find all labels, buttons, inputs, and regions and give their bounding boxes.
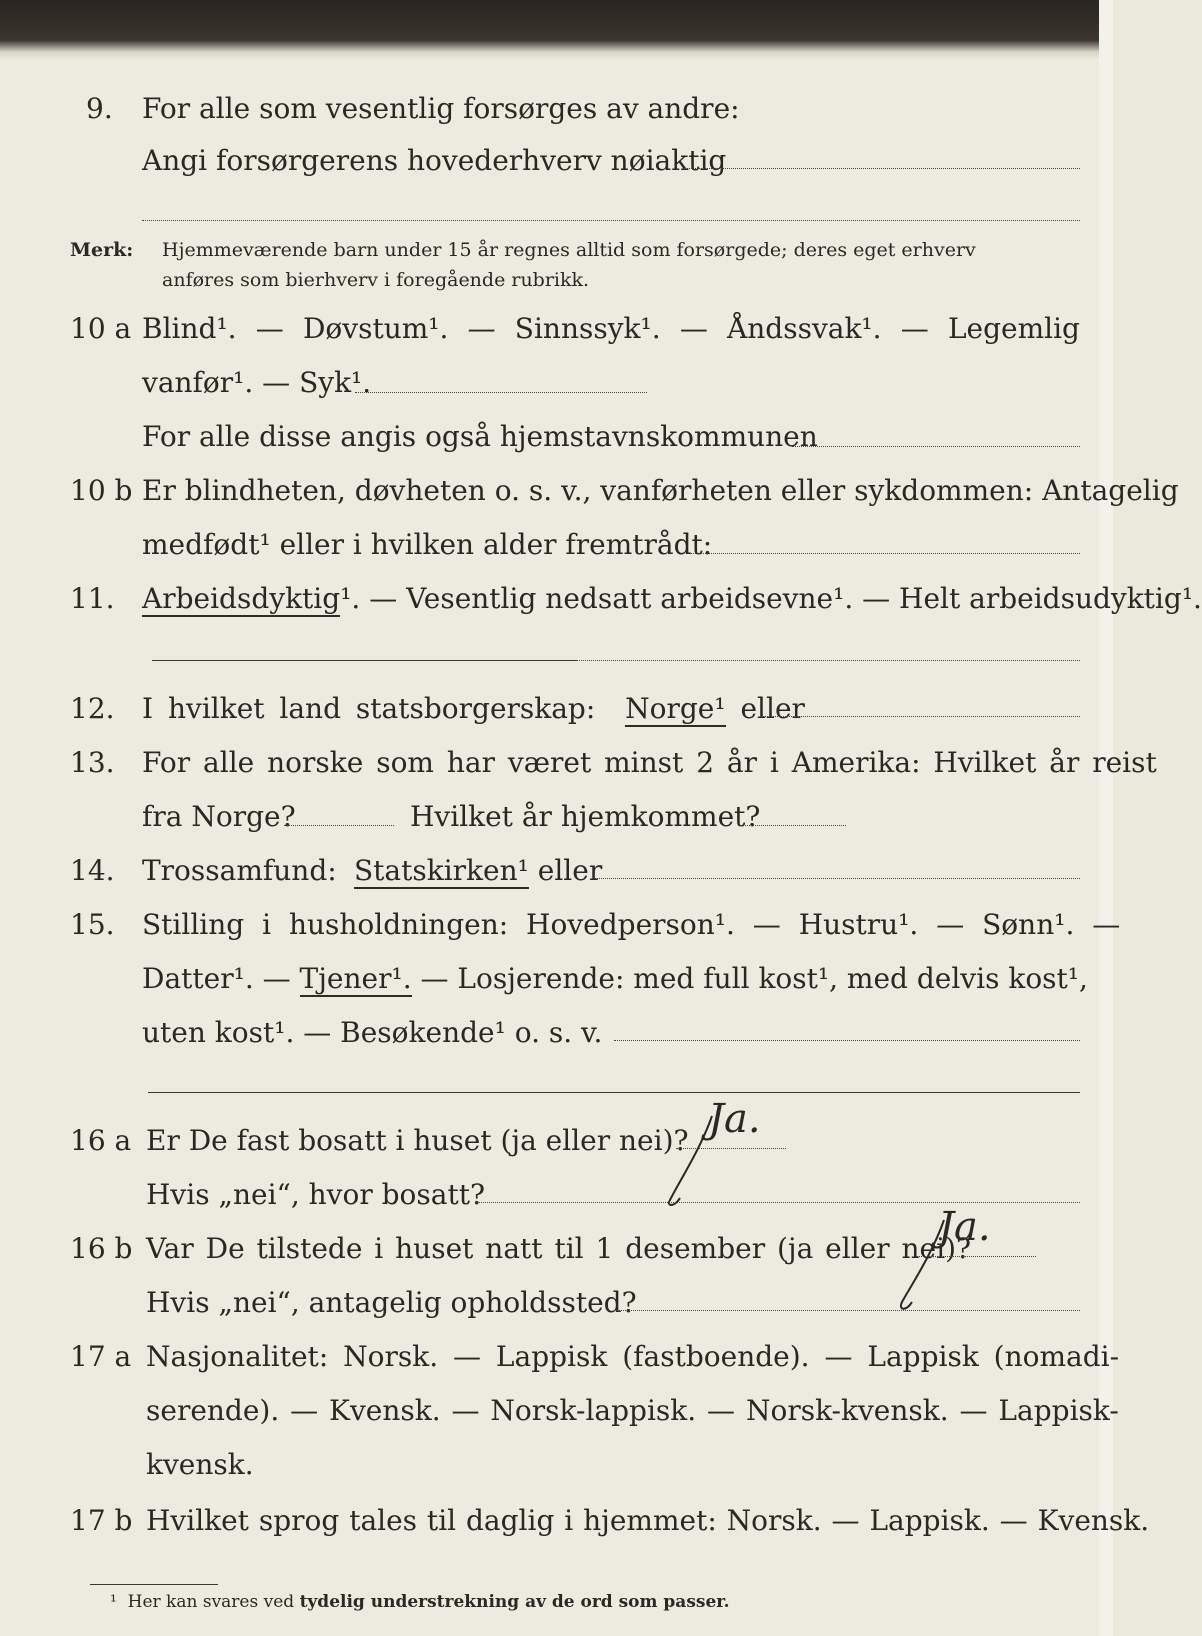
q16b-text-2: Hvis „nei“, antagelig opholdssted?: [146, 1286, 637, 1319]
q11-rest: ¹. — Vesentlig nedsatt arbeidsevne¹. — Helt arbeidsudyktig¹.: [340, 582, 1202, 615]
q9-answer-line-2[interactable]: [142, 220, 1080, 221]
q10a-dash: —: [255, 312, 284, 345]
q10a-opt-blind: Blind¹.: [142, 312, 237, 345]
q16b-handwriting-stroke: [890, 1214, 950, 1314]
q15-number: 15.: [70, 908, 115, 941]
q13-reist-label: fra Norge?: [142, 800, 296, 833]
q12-number: 12.: [70, 692, 115, 725]
q15-datter: Datter¹. —: [142, 962, 291, 995]
q13-text: For alle norske som har været minst 2 år i Amerika: Hvilket år reist: [142, 746, 1157, 779]
q9-text: For alle som vesentlig forsørges av andre:: [142, 92, 740, 125]
q14-text: [354, 854, 602, 888]
q16a-bosatt-line[interactable]: [476, 1202, 1080, 1203]
q17a-number: 17 a: [70, 1340, 132, 1373]
q15-tjener-underlined: Tjener¹.: [299, 962, 412, 995]
q14-eller: eller: [537, 854, 603, 887]
merk-label: Merk:: [70, 239, 134, 261]
q15-answer-line-2[interactable]: [148, 1092, 1080, 1093]
q11-text: [142, 582, 1202, 616]
q10a-dash: —: [679, 312, 708, 345]
q10a-dash: —: [467, 312, 496, 345]
footnote-mark: ¹: [110, 1592, 117, 1612]
q13-hjemkommet-line[interactable]: [738, 825, 846, 826]
q10a-hjemstavn-line[interactable]: [792, 446, 1080, 447]
q10a-answer-line[interactable]: [355, 392, 647, 393]
merk-text: Hjemmeværende barn under 15 år regnes alltid som forsørgede; deres eget erhverv: [162, 239, 976, 261]
footnote-bold-text: tydelig understrekning av de ord som passer.: [299, 1592, 730, 1612]
q16a-handwritten-answer: Ja.: [708, 1096, 761, 1142]
q16b-text: Var De tilstede i huset natt til 1 desember (ja eller nei)?: [146, 1232, 972, 1265]
q10b-text: Er blindheten, døvheten o. s. v., vanførheten eller sykdommen: Antagelig: [142, 474, 1179, 507]
q17b-number: 17 b: [70, 1504, 133, 1537]
q10a-number: 10 a: [70, 312, 132, 345]
q17a-text-3: kvensk.: [146, 1448, 254, 1481]
q14-label: Trossamfund:: [142, 854, 337, 887]
q9-answer-line[interactable]: [684, 168, 1080, 169]
q10a-dash: —: [900, 312, 929, 345]
q9-text-2: Angi forsørgerens hovederhverv nøiaktig: [142, 144, 727, 177]
q16a-text: Er De fast bosatt i huset (ja eller nei)?: [146, 1124, 689, 1157]
q15-text: Stilling i husholdningen: Hovedperson¹. — Hustru¹. — Sønn¹. —: [142, 908, 1121, 941]
q10a-opt-dovstum: Døvstum¹.: [302, 312, 449, 345]
q16a-text-2: Hvis „nei“, hvor bosatt?: [146, 1178, 485, 1211]
q13-reist-line[interactable]: [284, 825, 394, 826]
q11-number: 11.: [70, 582, 115, 615]
merk-text-2: anføres som bierhverv i foregående rubrikk.: [162, 269, 590, 291]
q10b-number: 10 b: [70, 474, 133, 507]
q11-answer-line-2[interactable]: [576, 660, 1080, 661]
q16b-handwritten-answer: Ja.: [938, 1204, 991, 1250]
q9-number: 9.: [86, 92, 113, 125]
q10a-opt-legemlig: Legemlig: [947, 312, 1080, 345]
q17a-text-2: serende). — Kvensk. — Norsk-lappisk. — Norsk-kvensk. — Lappisk-: [146, 1394, 1119, 1427]
q12-answer-line[interactable]: [760, 716, 1080, 717]
q12-norge-underlined: Norge¹: [625, 692, 726, 725]
q17b-text: Hvilket sprog tales til daglig i hjemmet: Norsk. — Lappisk. — Kvensk.: [146, 1504, 1150, 1537]
q15-text-2: [142, 962, 1088, 996]
q16a-number: 16 a: [70, 1124, 132, 1157]
q10a-text-3: For alle disse angis også hjemstavnskommunen: [142, 420, 818, 453]
q11-arbeidsdyktig-underlined: Arbeidsdyktig: [142, 582, 341, 615]
footnote-text: Her kan svares ved: [127, 1592, 295, 1612]
q10a-text-2: vanfør¹. — Syk¹.: [142, 366, 372, 399]
q16a-handwriting-stroke: [660, 1110, 720, 1210]
q13-number: 13.: [70, 746, 115, 779]
q15-text-3: uten kost¹. — Besøkende¹ o. s. v.: [142, 1016, 603, 1049]
q17a-text: Nasjonalitet: Norsk. — Lappisk (fastboende). — Lappisk (nomadi-: [146, 1340, 1120, 1373]
page-edge: [1099, 0, 1113, 1636]
q12-text: [142, 692, 805, 726]
q16b-number: 16 b: [70, 1232, 133, 1265]
q13-hjemkommet-label: Hvilket år hjemkommet?: [410, 800, 761, 833]
q10a-opt-andssvak: Åndssvak¹.: [727, 312, 882, 345]
q14-statskirken-underlined: Statskirken¹: [354, 854, 529, 887]
q12-eller: eller: [740, 692, 805, 725]
q10a-opt-sinnssyk: Sinnssyk¹.: [514, 312, 661, 345]
q15-losjerende: — Losjerende: med full kost¹, med delvis kost¹,: [420, 962, 1088, 995]
q10a-options: [142, 312, 1080, 346]
footnote: [110, 1592, 730, 1612]
q14-number: 14.: [70, 854, 115, 887]
q10b-answer-line[interactable]: [690, 553, 1080, 554]
q10b-text-2: medfødt¹ eller i hvilken alder fremtrådt:: [142, 528, 713, 561]
q12-label: I hvilket land statsborgerskap:: [142, 692, 596, 725]
q16b-opholdssted-line[interactable]: [616, 1310, 1080, 1311]
footnote-rule: [90, 1584, 218, 1585]
q11-answer-line[interactable]: [152, 660, 576, 661]
q15-answer-line[interactable]: [614, 1040, 1080, 1041]
q14-answer-line[interactable]: [592, 878, 1080, 879]
